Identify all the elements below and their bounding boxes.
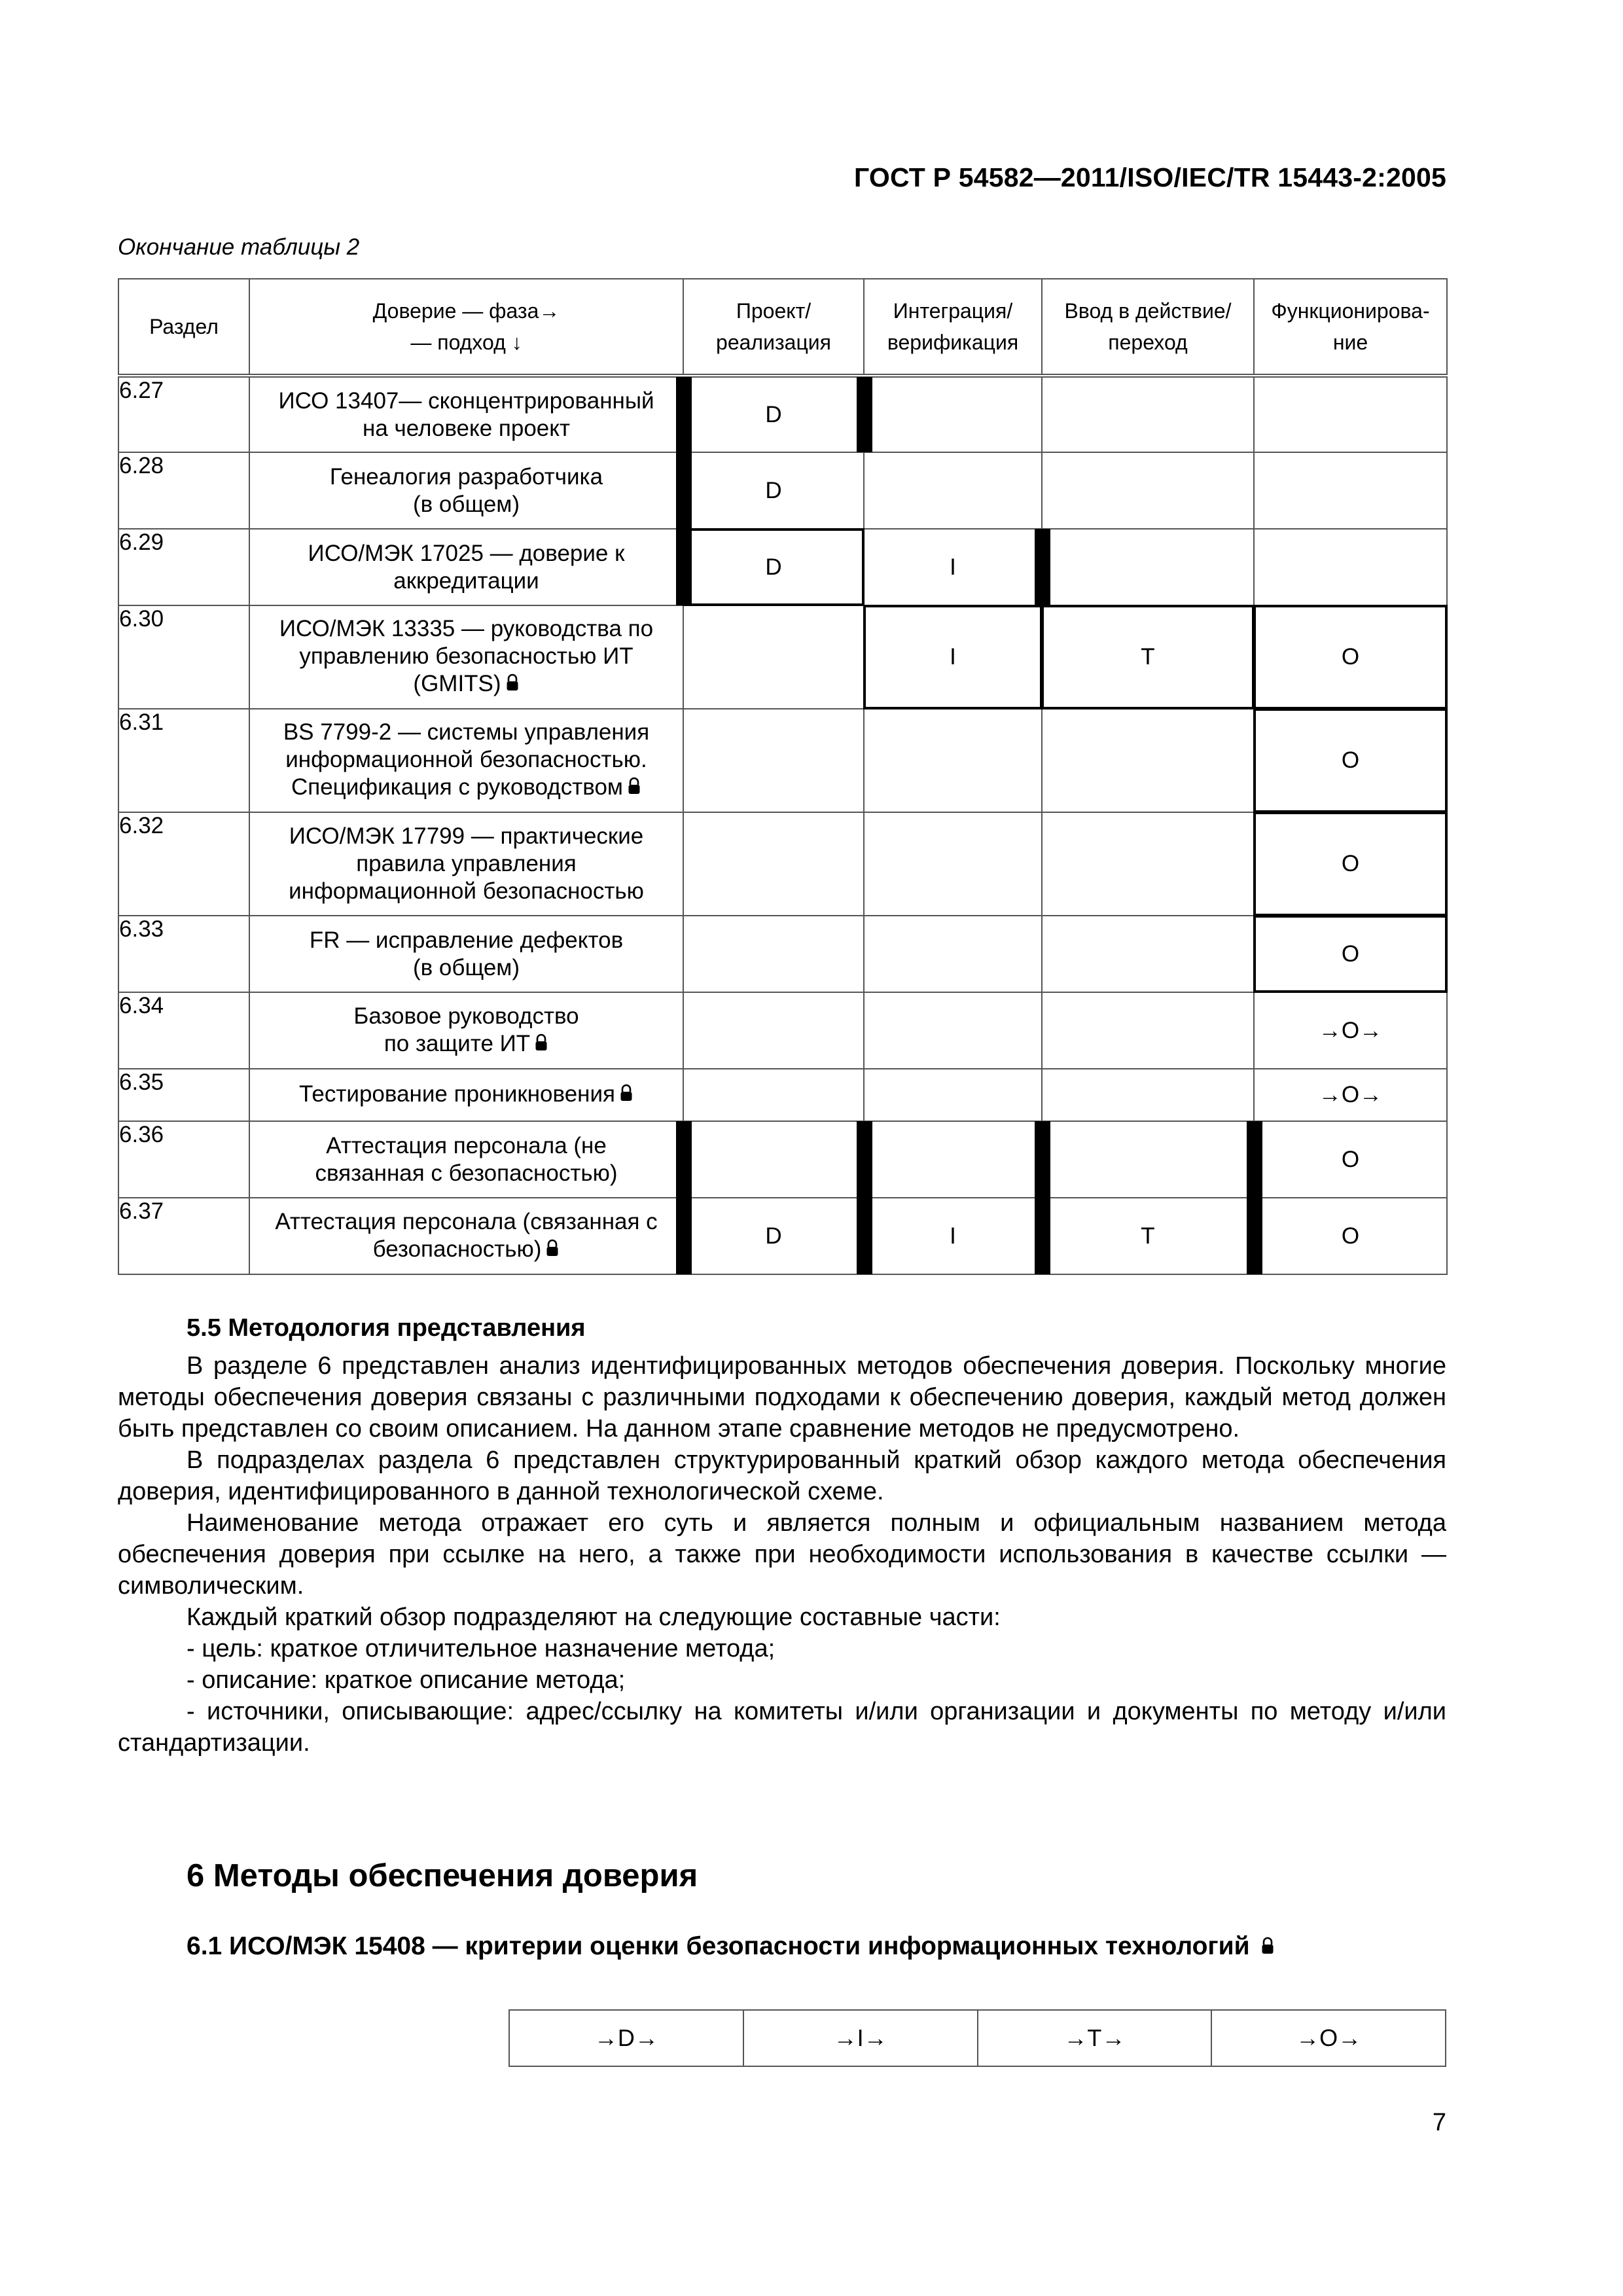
paragraph: В разделе 6 представлен анализ идентифицированных методов обеспечения доверия. Поскольку многие методы обеспечения доверия связаны с различными подходами к обеспечению доверия, каждый метод должен быть представлен со своим описанием. На данном этапе сравнение методов не предусмотрено. xyxy=(118,1352,1446,1443)
method-line: на человеке проект xyxy=(363,415,570,441)
cell-operation xyxy=(1254,452,1447,529)
cell-transition xyxy=(1042,1198,1254,1274)
cell-section: 6.36 xyxy=(118,1121,249,1198)
standard-header: ГОСТ Р 54582—2011/ISO/IEC/TR 15443-2:2005 xyxy=(853,162,1446,192)
phase-mark: O xyxy=(1341,851,1360,876)
cell-transition xyxy=(1042,812,1254,916)
phase-mark: I xyxy=(950,554,956,580)
col-header-transition: Ввод в действие/ переход xyxy=(1042,279,1254,376)
list-item: - источники, описывающие: адрес/ссылку на комитеты и/или организации и документы по методу и/или стандартизации. xyxy=(118,1698,1446,1757)
phase-mark: O xyxy=(1341,1146,1360,1172)
section-title-5-5: 5.5 Методология представления xyxy=(187,1314,586,1342)
cell-design xyxy=(683,529,864,605)
cell-method xyxy=(249,529,683,605)
table-row xyxy=(118,709,1447,812)
paragraph: Каждый краткий обзор подразделяют на следующие составные части: xyxy=(187,1604,1001,1631)
cell-operation xyxy=(1254,1121,1447,1198)
cell-operation xyxy=(1254,1069,1447,1121)
phase-mark: O xyxy=(1341,941,1360,967)
cell-integration xyxy=(864,452,1042,529)
cell-section: 6.31 xyxy=(118,709,249,812)
cell-section: 6.33 xyxy=(118,916,249,992)
method-line: ИСО 13407— сконцентрированный xyxy=(278,387,654,414)
lock-icon xyxy=(1260,1933,1275,1962)
cell-transition xyxy=(1042,605,1254,709)
method-line: по защите ИТ xyxy=(383,1030,531,1056)
lock-icon xyxy=(545,1237,560,1265)
cell-transition xyxy=(1042,916,1254,992)
cell-design xyxy=(683,452,864,529)
cell-method xyxy=(249,376,683,452)
cell-transition xyxy=(1042,376,1254,452)
section-title-6: 6 Методы обеспечения доверия xyxy=(187,1858,698,1893)
method-line: правила управления xyxy=(356,851,577,876)
cell-transition xyxy=(1042,452,1254,529)
method-line: Базовое руководство xyxy=(353,1003,579,1029)
phase-mark: D xyxy=(765,554,782,580)
phase-mark: →O→ xyxy=(1318,1082,1383,1107)
table-row xyxy=(118,1198,1447,1274)
lock-icon xyxy=(505,672,520,699)
method-line: ИСО/МЭК 13335 — руководства по xyxy=(279,616,654,641)
lock-icon xyxy=(627,775,641,802)
cell-integration xyxy=(864,1069,1042,1121)
phase-integration: →I→ xyxy=(743,2010,978,2066)
cell-section: 6.35 xyxy=(118,1069,249,1121)
table-row xyxy=(118,605,1447,709)
table-row xyxy=(118,992,1447,1069)
phase-mark: O xyxy=(1341,1223,1360,1249)
cell-operation xyxy=(1254,812,1447,916)
cell-integration xyxy=(864,1198,1042,1274)
paragraph: В подразделах раздела 6 представлен структурированный краткий обзор каждого метода обеспечения доверия, идентифицированного в данной технологической схеме. xyxy=(118,1446,1446,1505)
method-line: ИСО/МЭК 17025 — доверие к xyxy=(308,540,625,566)
col-header-design: Проект/ реализация xyxy=(683,279,864,376)
assurance-table xyxy=(118,278,1448,1275)
cell-method xyxy=(249,605,683,709)
cell-operation xyxy=(1254,605,1447,709)
cell-method xyxy=(249,1121,683,1198)
table-row xyxy=(118,452,1447,529)
cell-transition xyxy=(1042,529,1254,605)
cell-method xyxy=(249,709,683,812)
page-number: 7 xyxy=(1432,2109,1446,2136)
cell-operation xyxy=(1254,376,1447,452)
phase-mark: T xyxy=(1141,1223,1155,1249)
lock-icon xyxy=(619,1082,633,1109)
phase-mark: D xyxy=(765,477,782,503)
cell-operation xyxy=(1254,916,1447,992)
phase-mark: T xyxy=(1141,644,1155,670)
cell-design xyxy=(683,709,864,812)
method-line: управлению безопасностью ИТ xyxy=(299,643,633,669)
phase-mark: O xyxy=(1341,644,1360,670)
table-caption: Окончание таблицы 2 xyxy=(118,234,360,260)
method-line: аккредитации xyxy=(393,567,539,594)
table-row xyxy=(118,529,1447,605)
method-line: информационной безопасностью. xyxy=(285,747,647,772)
phase-mark: O xyxy=(1341,747,1360,773)
cell-section: 6.32 xyxy=(118,812,249,916)
section-5-5-body xyxy=(118,1350,1446,1759)
list-item: - описание: краткое описание метода; xyxy=(187,1666,626,1694)
col-header-assurance: Доверие — фаза→ — подход ↓ xyxy=(249,279,683,376)
cell-operation xyxy=(1254,529,1447,605)
phase-transition: →T→ xyxy=(978,2010,1212,2066)
method-line: (в общем) xyxy=(412,491,520,517)
subsection-title-6-1: 6.1 ИСО/МЭК 15408 — критерии оценки безопасности информационных технологий xyxy=(187,1932,1275,1962)
method-line: Аттестация персонала (связанная с xyxy=(275,1208,658,1234)
cell-method xyxy=(249,992,683,1069)
cell-integration xyxy=(864,916,1042,992)
method-line: Аттестация персонала (не xyxy=(326,1132,607,1158)
cell-operation xyxy=(1254,992,1447,1069)
phase-mark: I xyxy=(950,644,956,670)
cell-integration xyxy=(864,605,1042,709)
cell-design xyxy=(683,376,864,452)
method-line: Генеалогия разработчика xyxy=(329,463,603,490)
cell-integration xyxy=(864,709,1042,812)
phase-mark: I xyxy=(950,1223,956,1249)
table-row xyxy=(118,1121,1447,1198)
cell-method xyxy=(249,812,683,916)
lock-icon xyxy=(534,1031,548,1059)
col-header-integration: Интеграция/ верификация xyxy=(864,279,1042,376)
cell-transition xyxy=(1042,1069,1254,1121)
cell-transition xyxy=(1042,709,1254,812)
phase-table xyxy=(508,2009,1446,2067)
cell-operation xyxy=(1254,709,1447,812)
cell-integration xyxy=(864,529,1042,605)
col-header-section: Раздел xyxy=(118,279,249,376)
cell-section: 6.28 xyxy=(118,452,249,529)
cell-integration xyxy=(864,812,1042,916)
cell-design xyxy=(683,812,864,916)
cell-design xyxy=(683,992,864,1069)
col-header-operation: Функционирова- ние xyxy=(1254,279,1447,376)
list-item: - цель: краткое отличительное назначение метода; xyxy=(187,1635,776,1662)
method-line: (GMITS) xyxy=(413,671,501,696)
cell-operation xyxy=(1254,1198,1447,1274)
cell-method xyxy=(249,1198,683,1274)
cell-design xyxy=(683,1198,864,1274)
cell-section: 6.34 xyxy=(118,992,249,1069)
cell-section: 6.27 xyxy=(118,376,249,452)
cell-integration xyxy=(864,1121,1042,1198)
cell-section: 6.30 xyxy=(118,605,249,709)
method-line: безопасностью) xyxy=(372,1236,542,1262)
cell-integration xyxy=(864,992,1042,1069)
table-row xyxy=(118,1069,1447,1121)
phase-mark: D xyxy=(765,1223,782,1249)
method-line: Тестирование проникновения xyxy=(299,1081,615,1107)
paragraph: Наименование метода отражает его суть и является полным и официальным названием метода обеспечения доверия при ссылке на него, а также при необходимости использования в качестве ссылки — символическим. xyxy=(118,1509,1446,1600)
cell-transition xyxy=(1042,992,1254,1069)
phase-mark: D xyxy=(765,401,782,427)
cell-method xyxy=(249,1069,683,1121)
cell-design xyxy=(683,605,864,709)
table-row xyxy=(118,916,1447,992)
cell-design xyxy=(683,916,864,992)
method-line: (в общем) xyxy=(412,954,520,980)
phase-operation: →O→ xyxy=(1211,2010,1446,2066)
cell-design xyxy=(683,1069,864,1121)
method-line: информационной безопасностью xyxy=(289,878,644,904)
phase-mark: →O→ xyxy=(1318,1017,1383,1043)
cell-transition xyxy=(1042,1121,1254,1198)
method-line: FR — исправление дефектов xyxy=(309,927,624,953)
table-header-row xyxy=(118,279,1447,376)
method-line: BS 7799-2 — системы управления xyxy=(283,719,650,745)
method-line: связанная с безопасностью) xyxy=(315,1160,618,1186)
cell-integration xyxy=(864,376,1042,452)
method-line: Спецификация с руководством xyxy=(291,774,623,800)
table-row xyxy=(118,812,1447,916)
cell-design xyxy=(683,1121,864,1198)
phase-design: →D→ xyxy=(509,2010,743,2066)
cell-method xyxy=(249,452,683,529)
cell-section: 6.29 xyxy=(118,529,249,605)
table-row xyxy=(118,376,1447,452)
method-line: ИСО/МЭК 17799 — практические xyxy=(289,823,644,849)
cell-method xyxy=(249,916,683,992)
cell-section: 6.37 xyxy=(118,1198,249,1274)
